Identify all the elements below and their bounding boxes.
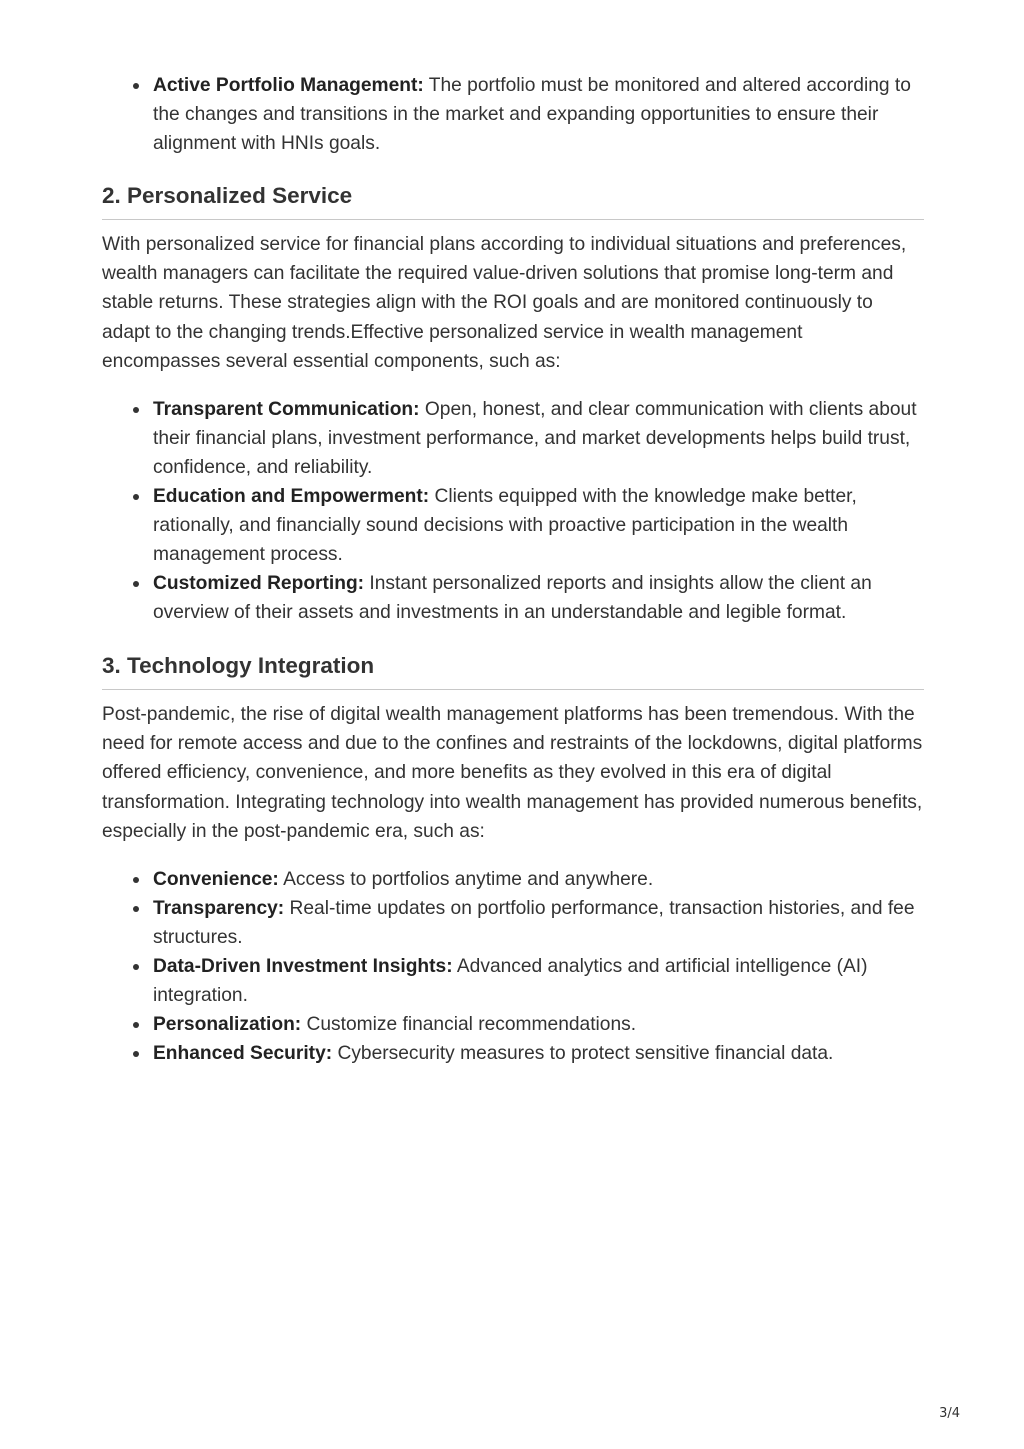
list-item-text: Clients equipped with the knowledge make better, rationally, and financially sound decisions with proactive participation in the wealth management process. xyxy=(153,486,857,566)
list-item xyxy=(102,71,924,158)
personalized-service-list xyxy=(102,395,924,627)
list-item-term: Transparency: xyxy=(153,898,285,920)
list-item-text: Advanced analytics and artificial intelligence (AI) integration. xyxy=(153,956,868,1007)
list-item-term: Enhanced Security: xyxy=(153,1043,333,1065)
technology-integration-list xyxy=(102,865,924,1068)
list-item-text: The portfolio must be monitored and altered according to the changes and transitions in the market and expanding opportunities to ensure their alignment with HNIs goals. xyxy=(153,75,911,154)
list-item-term: Convenience: xyxy=(153,869,279,891)
list-item xyxy=(102,482,924,569)
list-item xyxy=(102,569,924,627)
list-item xyxy=(102,894,924,952)
list-item xyxy=(102,1039,924,1068)
top-bullet-list xyxy=(102,71,924,158)
section-heading-personalized-service: 2. Personalized Service xyxy=(102,181,924,220)
list-item-term: Data-Driven Investment Insights: xyxy=(153,956,453,978)
page-number: 3/4 xyxy=(939,1406,960,1421)
section-paragraph: Post-pandemic, the rise of digital wealth management platforms has been tremendous. With the need for remote access and due to the confines and restraints of the lockdowns, digital platforms offered efficiency, convenience, and more benefits as they evolved in this era of digital transformation. Integrating technology into wealth management has provided numerous benefits, especially in the post-pandemic era, such as: xyxy=(102,704,923,842)
section-paragraph: With personalized service for financial plans according to individual situations and preferences, wealth managers can facilitate the required value-driven solutions that promise long-term and stable returns. These strategies align with the ROI goals and are monitored continuously to adapt to the changing trends.Effective personalized service in wealth management encompasses several essential components, such as: xyxy=(102,234,907,372)
list-item-text: Real-time updates on portfolio performance, transaction histories, and fee structures. xyxy=(153,898,915,949)
document-page xyxy=(102,71,924,1068)
list-item xyxy=(102,865,924,894)
list-item-term: Active Portfolio Management: xyxy=(153,75,424,96)
list-item-text: Customize financial recommendations. xyxy=(301,1014,637,1036)
list-item-text: Open, honest, and clear communication with clients about their financial plans, investment performance, and market developments helps build trust, confidence, and reliability. xyxy=(153,399,917,479)
list-item-term: Transparent Communication: xyxy=(153,399,420,421)
list-item-term: Personalization: xyxy=(153,1014,302,1036)
list-item xyxy=(102,952,924,1010)
list-item xyxy=(102,395,924,482)
list-item-text: Access to portfolios anytime and anywhere. xyxy=(278,869,654,891)
list-item-text: Cybersecurity measures to protect sensitive financial data. xyxy=(332,1043,834,1065)
list-item xyxy=(102,1010,924,1039)
list-item-term: Education and Empowerment: xyxy=(153,486,430,508)
list-item-text: Instant personalized reports and insights allow the client an overview of their assets and investments in an understandable and legible format. xyxy=(153,573,872,624)
section-heading-technology-integration: 3. Technology Integration xyxy=(102,651,924,690)
list-item-term: Customized Reporting: xyxy=(153,573,365,595)
